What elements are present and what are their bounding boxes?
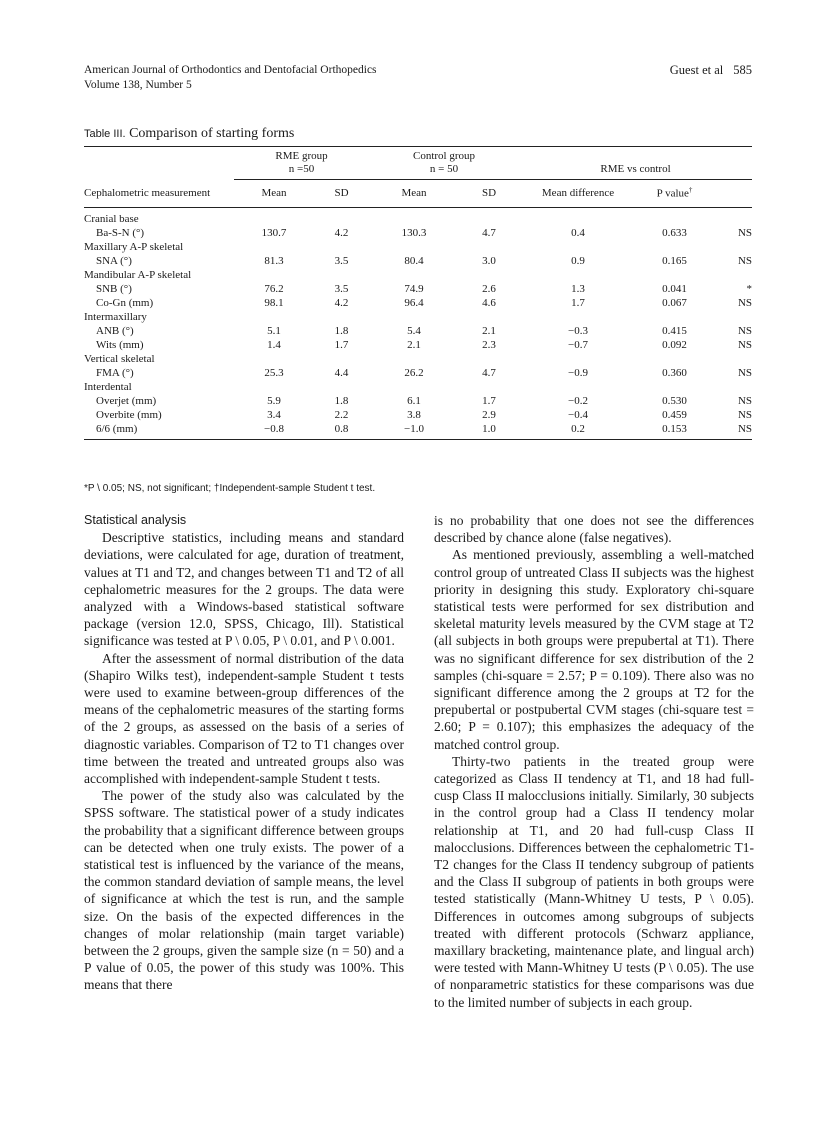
p-value-cell: 0.633 <box>662 227 687 239</box>
control-mean-cell: −1.0 <box>404 423 424 435</box>
rme-sd-cell: 0.8 <box>334 423 349 435</box>
control-sd-cell: 2.1 <box>482 325 496 337</box>
category-label: Cranial base <box>84 213 139 225</box>
control-sd-cell: 1.7 <box>482 395 496 407</box>
table-row <box>84 338 752 352</box>
measure-cell: Overbite (mm) <box>96 409 162 421</box>
rme-sd-cell: 3.5 <box>334 283 349 295</box>
control-mean-cell: 6.1 <box>407 395 421 407</box>
control-sd-cell: 2.9 <box>482 409 496 421</box>
table-row <box>84 394 752 408</box>
table-body <box>84 208 752 440</box>
mean-difference-cell: −0.9 <box>568 367 588 379</box>
category-row <box>84 310 752 324</box>
table-row <box>84 408 752 422</box>
measure-cell: ANB (°) <box>96 325 134 337</box>
significance-cell: * <box>746 283 752 295</box>
significance-cell: NS <box>737 423 752 435</box>
control-mean-cell: 96.4 <box>404 297 424 309</box>
table-caption <box>84 126 294 142</box>
col-sd-control: SD <box>481 187 497 200</box>
paragraph: Descriptive statistics, including means and standard deviations, were calculated for age, duration of treatment, values at T1 and T2, and changes between T1 and T2 of all cephalometric measures for the 2 groups. The data were analyzed with a Windows-based statistical software package (version 12.0, SPSS, Chicago, Ill). Statistical significance was tested at P \ 0.05, P \ 0.01, and P \ 0.001. <box>84 530 404 649</box>
rme-mean-cell: 130.7 <box>261 227 287 239</box>
column-header-row <box>84 179 752 208</box>
col-measure: Cephalometric measurement <box>84 187 211 199</box>
category-row <box>84 240 752 254</box>
paragraph: As mentioned previously, assembling a well-matched control group of untreated Class II subjects was the highest priority in designing this study. Exploratory chi-square statistical tests were performed for sex distribution and skeletal maturity levels measured by the CVM stage at T2 (all subjects in both groups were prepubertal at T1). There was no significant difference for sex distribution of the 2 samples (chi-square = 2.57; P = 0.109). There also was no significant difference among the 2 groups at T2 for the prepubertal or postpubertal CVM stages (chi-square test = 2.60; P = 0.107); this emphasizes the adequacy of the matched control group. <box>434 547 754 752</box>
control-sd-cell: 4.7 <box>482 227 496 239</box>
control-sd-cell: 4.7 <box>482 367 496 379</box>
measure-cell: 6/6 (mm) <box>96 423 138 435</box>
control-mean-cell: 130.3 <box>401 227 427 239</box>
group-header-row <box>84 147 752 180</box>
significance-cell: NS <box>737 409 752 421</box>
significance-cell: NS <box>737 255 752 267</box>
control-mean-cell: 3.8 <box>407 409 421 421</box>
measure-cell: Ba-S-N (°) <box>96 227 145 239</box>
running-header-right <box>670 63 752 78</box>
control-sd-cell: 2.3 <box>482 339 496 351</box>
control-mean-cell: 2.1 <box>407 339 421 351</box>
control-group-n: n = 50 <box>429 162 459 175</box>
p-value-cell: 0.067 <box>662 297 687 309</box>
table-row <box>84 254 752 268</box>
table-row <box>84 324 752 338</box>
mean-difference-cell: 1.7 <box>571 297 585 309</box>
significance-cell: NS <box>737 297 752 309</box>
category-label: Maxillary A-P skeletal <box>84 241 184 253</box>
right-column <box>434 512 754 1011</box>
rme-sd-cell: 1.7 <box>334 339 349 351</box>
measure-cell: Wits (mm) <box>96 339 144 351</box>
control-mean-cell: 26.2 <box>404 367 424 379</box>
comparison-table <box>84 146 752 440</box>
category-row <box>84 208 752 227</box>
control-sd-cell: 2.6 <box>482 283 496 295</box>
p-value-cell: 0.360 <box>662 367 687 379</box>
p-value-cell: 0.153 <box>662 423 687 435</box>
significance-cell: NS <box>737 227 752 239</box>
rme-sd-cell: 4.2 <box>334 227 349 239</box>
mean-difference-cell: 1.3 <box>571 283 585 295</box>
rme-sd-cell: 2.2 <box>334 409 349 421</box>
category-label: Mandibular A-P skeletal <box>84 269 192 281</box>
significance-cell: NS <box>737 325 752 337</box>
p-value-cell: 0.165 <box>662 255 687 267</box>
rme-sd-cell: 3.5 <box>334 255 349 267</box>
dagger-mark: † <box>688 186 693 195</box>
mean-difference-cell: −0.7 <box>568 339 588 351</box>
rme-mean-cell: −0.8 <box>264 423 284 435</box>
category-label: Intermaxillary <box>84 311 147 323</box>
rme-group-n: n =50 <box>288 162 315 175</box>
rme-mean-cell: 3.4 <box>267 409 281 421</box>
rme-mean-cell: 81.3 <box>264 255 284 267</box>
rme-sd-cell: 4.2 <box>334 297 349 309</box>
rme-sd-cell: 1.8 <box>334 325 349 337</box>
category-label: Interdental <box>84 381 132 393</box>
category-label: Vertical skeletal <box>84 353 155 365</box>
table-title: Comparison of starting forms <box>129 126 295 141</box>
section-heading: Statistical analysis <box>84 513 187 527</box>
running-authors: Guest et al <box>669 63 724 77</box>
journal-title: American Journal of Orthodontics and Dentofacial Orthopedics <box>84 64 377 76</box>
rme-mean-cell: 98.1 <box>264 297 284 309</box>
control-group-label: Control group <box>412 149 476 162</box>
left-column <box>84 512 404 994</box>
col-mean-rme: Mean <box>261 187 287 200</box>
paragraph: The power of the study also was calculated by the SPSS software. The statistical power of a study indicates the probability that a significant difference between groups can be detected when one truly exists. The power of a statistical test is influenced by the variance of the means, the common standard deviation of sample means, the level of significance at which the test is run, and the sample size. On the basis of the expected differences in the changes of molar relationship (main target variable) between the 2 groups, given the sample size (n = 50) and a P value of 0.05, the power of this study was 100%. This means that there <box>84 788 404 993</box>
table-footnote: *P \ 0.05; NS, not significant; †Independent-sample Student t test. <box>84 483 376 494</box>
mean-difference-cell: 0.4 <box>571 227 585 239</box>
control-mean-cell: 5.4 <box>407 325 421 337</box>
table-row <box>84 282 752 296</box>
measure-cell: Co-Gn (mm) <box>96 297 154 309</box>
measure-cell: SNA (°) <box>96 255 132 267</box>
control-mean-cell: 80.4 <box>404 255 424 267</box>
category-row <box>84 268 752 282</box>
running-header-left <box>84 63 377 93</box>
mean-difference-cell: −0.4 <box>568 409 588 421</box>
measure-cell: FMA (°) <box>96 367 134 379</box>
paragraph: After the assessment of normal distribution of the data (Shapiro Wilks test), independent-sample Student t tests were used to examine between-group differences of the means of the cephalometric measures of the starting forms of the 2 groups, as assessed on the basis of a series of diagnostic variables. Comparison of T2 to T1 changes over time between the treated and untreated groups also was accomplished with independent-sample Student t tests. <box>84 650 404 787</box>
col-sd-rme: SD <box>334 187 349 200</box>
rme-mean-cell: 76.2 <box>264 283 284 295</box>
p-value-cell: 0.415 <box>662 325 687 337</box>
category-row <box>84 352 752 366</box>
table-label: Table III. <box>84 128 126 140</box>
control-mean-cell: 74.9 <box>404 283 424 295</box>
paragraph: Thirty-two patients in the treated group were categorized as Class II tendency at T1, and 18 had full-cusp Class II malocclusions initially. Similarly, 30 subjects in the control group had a Class II tendency molar relationship at T1, and 20 had full-cusp Class II malocclusions. Differences between the cephalometric T1-T2 changes for the Class II tendency subgroup of patients and the Class II subgroup of patients in both groups were tested statistically (Mann-Whitney U tests, P \ 0.05). Differences in outcomes among subgroups of subjects treated with different protocols (Schwarz appliance, maxillary bracketing, maintenance plate, and lingual arch) were tested with Mann-Whitney U tests (P \ 0.05). The use of nonparametric statistics for these comparisons was due to the limited number of subjects in each group. <box>434 753 754 1010</box>
col-p-value: P value† <box>656 186 693 201</box>
rme-group-label: RME group <box>275 149 328 162</box>
col-mean-difference: Mean difference <box>541 187 615 200</box>
rme-sd-cell: 1.8 <box>334 395 349 407</box>
paragraph-continuation: is no probability that one does not see the differences described by chance alone (false negatives). <box>434 513 754 546</box>
journal-volume: Volume 138, Number 5 <box>84 79 192 91</box>
rme-vs-control-label: RME vs control <box>519 147 752 180</box>
measure-cell: Overjet (mm) <box>96 395 157 407</box>
mean-difference-cell: 0.9 <box>571 255 585 267</box>
table-row <box>84 296 752 310</box>
significance-cell: NS <box>737 367 752 379</box>
mean-difference-cell: −0.3 <box>568 325 588 337</box>
p-value-cell: 0.092 <box>662 339 687 351</box>
table-row <box>84 422 752 440</box>
table-row <box>84 366 752 380</box>
table-row <box>84 226 752 240</box>
measure-cell: SNB (°) <box>96 283 132 295</box>
rme-mean-cell: 5.9 <box>267 395 281 407</box>
page-number: 585 <box>733 63 752 77</box>
p-value-cell: 0.459 <box>662 409 687 421</box>
rme-sd-cell: 4.4 <box>334 367 349 379</box>
mean-difference-cell: −0.2 <box>568 395 588 407</box>
control-sd-cell: 3.0 <box>482 255 496 267</box>
p-value-cell: 0.041 <box>662 283 687 295</box>
category-row <box>84 380 752 394</box>
col-mean-control: Mean <box>401 187 427 200</box>
rme-mean-cell: 25.3 <box>264 367 284 379</box>
significance-cell: NS <box>737 339 752 351</box>
p-value-cell: 0.530 <box>662 395 687 407</box>
mean-difference-cell: 0.2 <box>571 423 585 435</box>
significance-cell: NS <box>737 395 752 407</box>
control-sd-cell: 1.0 <box>482 423 496 435</box>
rme-mean-cell: 1.4 <box>267 339 281 351</box>
control-sd-cell: 4.6 <box>482 297 496 309</box>
rme-mean-cell: 5.1 <box>267 325 281 337</box>
